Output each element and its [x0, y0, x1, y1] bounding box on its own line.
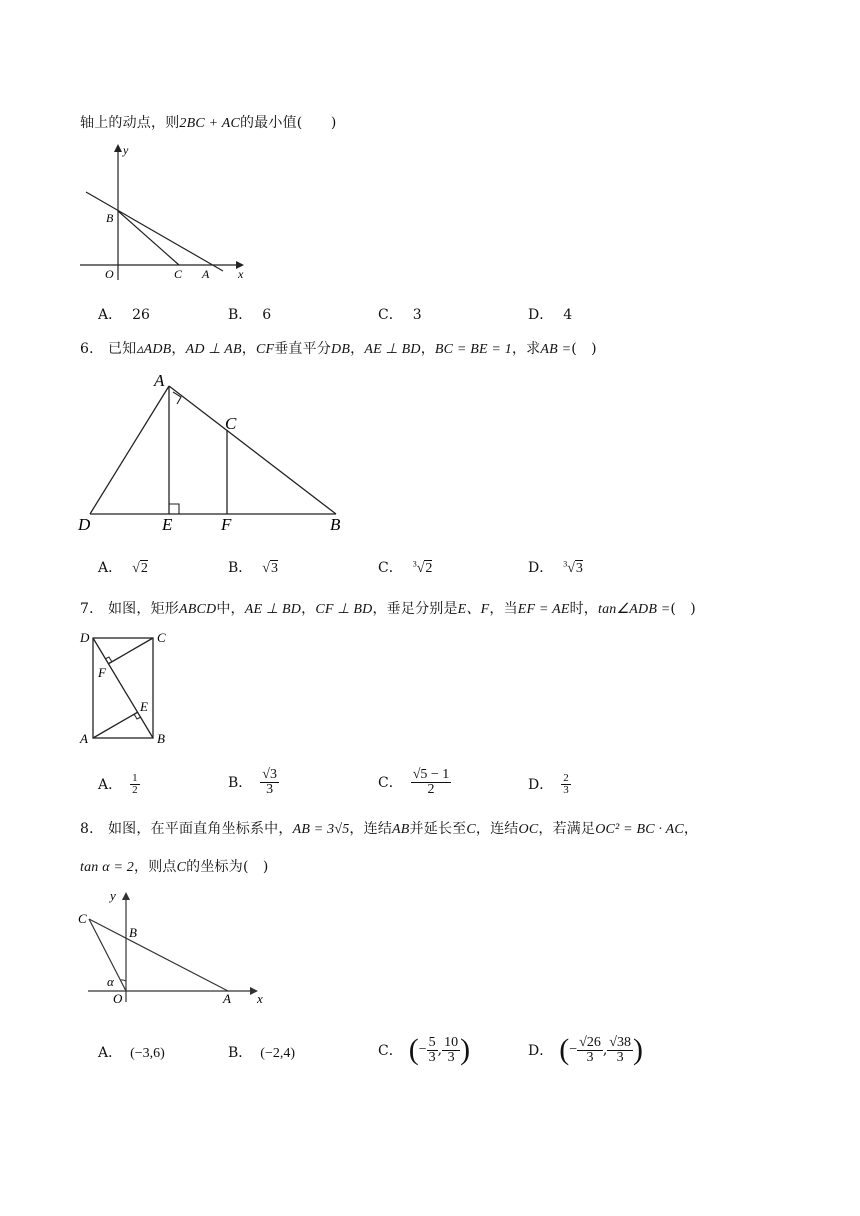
- option-value: (−3,6): [130, 1046, 165, 1061]
- option-x-fraction: [427, 1036, 438, 1065]
- q6-text: ，: [420, 341, 435, 357]
- q7-label-c: C: [157, 630, 166, 645]
- q6-math: AD ⊥ AB: [185, 342, 242, 357]
- q8-label-a: A: [223, 991, 231, 1006]
- q5-stem: [80, 112, 337, 132]
- radicand: 3: [575, 561, 583, 576]
- q6-label-c: C: [225, 414, 237, 433]
- q5-label-x: x: [238, 267, 244, 281]
- denominator: 3: [266, 781, 274, 797]
- numerator: √5 − 1: [412, 766, 450, 782]
- numerator: √26: [579, 1034, 601, 1050]
- option-value: (−2,4): [260, 1046, 296, 1061]
- numerator: 5: [428, 1034, 436, 1050]
- q6-math: CF: [255, 342, 275, 357]
- q7-option-d[interactable]: [528, 766, 571, 802]
- q6-text: ，: [350, 341, 365, 357]
- q6-stem: [80, 338, 597, 358]
- q5-text-prefix: 轴上的动点，则: [80, 115, 180, 131]
- option-radical: √3: [262, 561, 278, 576]
- q7-math: E、F: [457, 602, 490, 617]
- q7-label-d: D: [80, 630, 90, 645]
- q7-option-a[interactable]: [98, 766, 140, 802]
- q5-text-suffix: 的最小值( ): [239, 115, 337, 131]
- numerator: 2: [563, 771, 569, 784]
- q6-text: 已知: [107, 341, 137, 357]
- option-y-fraction: [442, 1036, 460, 1065]
- q7-math: EF = AE: [517, 602, 570, 617]
- q8-text: 的坐标为( ): [186, 859, 269, 875]
- q6-math: DB: [331, 342, 351, 357]
- q7-math: AE ⊥ BD: [244, 602, 302, 617]
- q8-label-o: O: [113, 991, 123, 1006]
- denominator: 2: [132, 783, 138, 796]
- option-fraction: [561, 773, 571, 796]
- q8-stem-line1: [80, 818, 698, 838]
- q8-figure: [72, 886, 272, 1008]
- option-value: 4: [563, 307, 573, 323]
- q7-math: tan∠ADB =: [598, 602, 671, 617]
- q7-option-c[interactable]: [378, 762, 451, 802]
- numerator: √38: [609, 1034, 631, 1050]
- denominator: 3: [586, 1049, 594, 1065]
- q8-math: C: [176, 860, 187, 875]
- q7-text: 时，: [569, 601, 599, 617]
- radical-index: 3: [412, 559, 417, 569]
- q8-math: OC: [518, 822, 539, 837]
- denominator: 3: [447, 1049, 455, 1065]
- q8-math: tan α = 2: [80, 860, 134, 875]
- q6-math: BC = BE = 1: [434, 342, 512, 357]
- minus-sign: −: [569, 1042, 578, 1057]
- option-x-fraction: [577, 1036, 603, 1065]
- q7-text: 如图，矩形: [107, 601, 179, 617]
- q8-number: 8．: [80, 821, 104, 837]
- option-letter: A．: [98, 777, 123, 793]
- option-y-fraction: [607, 1036, 633, 1065]
- q5-option-b[interactable]: [228, 304, 271, 324]
- radical-index: 3: [563, 559, 568, 569]
- option-letter: D．: [528, 307, 554, 323]
- radicand: 3: [270, 561, 278, 576]
- option-fraction: [411, 768, 452, 797]
- q5-option-a[interactable]: [98, 304, 150, 324]
- q8-math: OC² = BC · AC: [595, 822, 684, 837]
- q8-option-d[interactable]: [528, 1030, 643, 1070]
- option-fraction: [260, 768, 279, 797]
- denominator: 3: [616, 1049, 624, 1065]
- q7-text: ( ): [670, 601, 696, 617]
- q7-text: ，垂足分别是: [372, 601, 458, 617]
- option-letter: C．: [378, 307, 403, 323]
- radicand: 2: [140, 561, 148, 576]
- q5-figure: [78, 140, 253, 285]
- q8-math: AB: [392, 822, 410, 837]
- q8-text: 并延长至: [409, 821, 467, 837]
- q6-option-a[interactable]: [98, 557, 148, 577]
- q7-text: ，当: [489, 601, 518, 617]
- q7-label-e: E: [140, 699, 148, 714]
- q5-label-y: y: [123, 143, 129, 157]
- option-letter: C．: [378, 775, 403, 791]
- q8-label-b: B: [129, 925, 137, 940]
- option-radical: $^3$√3: [563, 559, 583, 576]
- q7-option-b[interactable]: [228, 762, 279, 802]
- option-letter: D．: [528, 1043, 554, 1059]
- q7-label-a: A: [80, 731, 88, 746]
- q5-option-d[interactable]: [528, 304, 572, 324]
- q7-stem: [80, 598, 696, 618]
- numerator: √3: [262, 766, 277, 782]
- q8-label-alpha: α: [107, 974, 114, 989]
- option-letter: B．: [228, 560, 253, 576]
- q6-label-a: A: [154, 371, 165, 390]
- option-letter: A．: [98, 1045, 123, 1061]
- option-letter: A．: [98, 307, 123, 323]
- q8-label-x: x: [257, 991, 263, 1006]
- left-paren: (: [408, 1033, 419, 1066]
- option-radical: $^3$√2: [412, 559, 433, 576]
- q6-math: AB =: [540, 342, 572, 357]
- option-letter: D．: [528, 777, 554, 793]
- option-radical: √2: [132, 561, 148, 576]
- q7-math: ABCD: [178, 602, 217, 617]
- right-paren: ): [632, 1033, 643, 1066]
- q5-option-c[interactable]: [378, 304, 422, 324]
- q7-text: 中，: [216, 601, 245, 617]
- option-letter: A．: [98, 560, 123, 576]
- q8-text: ，连结: [475, 821, 519, 837]
- q6-text: ( ): [571, 341, 597, 357]
- q8-math: AB = 3√5: [292, 822, 350, 837]
- numerator: 1: [132, 771, 138, 784]
- comma: ,: [602, 1042, 608, 1058]
- q8-text: ，连结: [349, 821, 393, 837]
- denominator: 3: [563, 783, 569, 796]
- q6-label-d: D: [78, 515, 91, 534]
- q6-label-b: B: [330, 515, 341, 534]
- right-paren: ): [460, 1033, 471, 1066]
- q8-text: 如图，在平面直角坐标系中，: [107, 821, 293, 837]
- radicand: 2: [425, 561, 433, 576]
- q7-label-f: F: [98, 665, 106, 680]
- q6-number: 6．: [80, 341, 104, 357]
- denominator: 2: [427, 781, 435, 797]
- q7-number: 7．: [80, 601, 104, 617]
- option-letter: C．: [378, 1043, 403, 1059]
- q5-label-c: C: [174, 267, 183, 281]
- q8-math: C: [466, 822, 476, 837]
- denominator: 3: [428, 1049, 436, 1065]
- q6-text: ，: [241, 341, 256, 357]
- option-letter: B．: [228, 1045, 253, 1061]
- option-letter: B．: [228, 775, 253, 791]
- q6-text: 垂直平分: [274, 341, 332, 357]
- q5-label-o: O: [105, 267, 114, 281]
- q6-option-d[interactable]: [528, 557, 583, 577]
- q8-text: ，则点: [134, 859, 177, 875]
- q7-label-b: B: [157, 731, 165, 746]
- numerator: 10: [444, 1034, 459, 1050]
- option-value: 3: [412, 307, 422, 323]
- q6-option-b[interactable]: [228, 557, 278, 577]
- q8-text: ，: [683, 821, 699, 837]
- q7-text: ，: [301, 601, 316, 617]
- q5-label-b: B: [106, 211, 114, 225]
- q6-text: ，求: [511, 341, 541, 357]
- q7-figure: [72, 626, 182, 750]
- option-letter: B．: [228, 307, 253, 323]
- q5-label-a: A: [202, 267, 210, 281]
- option-value: 26: [132, 307, 150, 323]
- q5-expression: 2BC + AC: [179, 116, 240, 131]
- q7-math: CF ⊥ BD: [315, 602, 373, 617]
- q8-label-c: C: [78, 911, 87, 926]
- q6-math: ▵ADB: [136, 342, 172, 357]
- q8-option-a[interactable]: [98, 1042, 165, 1062]
- q8-option-c[interactable]: [378, 1030, 470, 1070]
- option-letter: C．: [378, 560, 403, 576]
- q6-math: AE ⊥ BD: [364, 342, 421, 357]
- q6-figure: [72, 366, 357, 536]
- left-paren: (: [559, 1033, 570, 1066]
- q8-option-b[interactable]: [228, 1042, 295, 1062]
- minus-sign: −: [418, 1042, 427, 1057]
- q8-text: ，若满足: [538, 821, 596, 837]
- q6-option-c[interactable]: [378, 557, 432, 577]
- option-letter: D．: [528, 560, 554, 576]
- q8-label-y: y: [110, 888, 116, 903]
- comma: ,: [437, 1042, 443, 1058]
- q6-label-e: E: [162, 515, 173, 534]
- q8-stem-line2: [80, 856, 268, 876]
- option-fraction: [130, 773, 140, 796]
- option-value: 6: [262, 307, 272, 323]
- q6-text: ，: [171, 341, 186, 357]
- q6-label-f: F: [221, 515, 232, 534]
